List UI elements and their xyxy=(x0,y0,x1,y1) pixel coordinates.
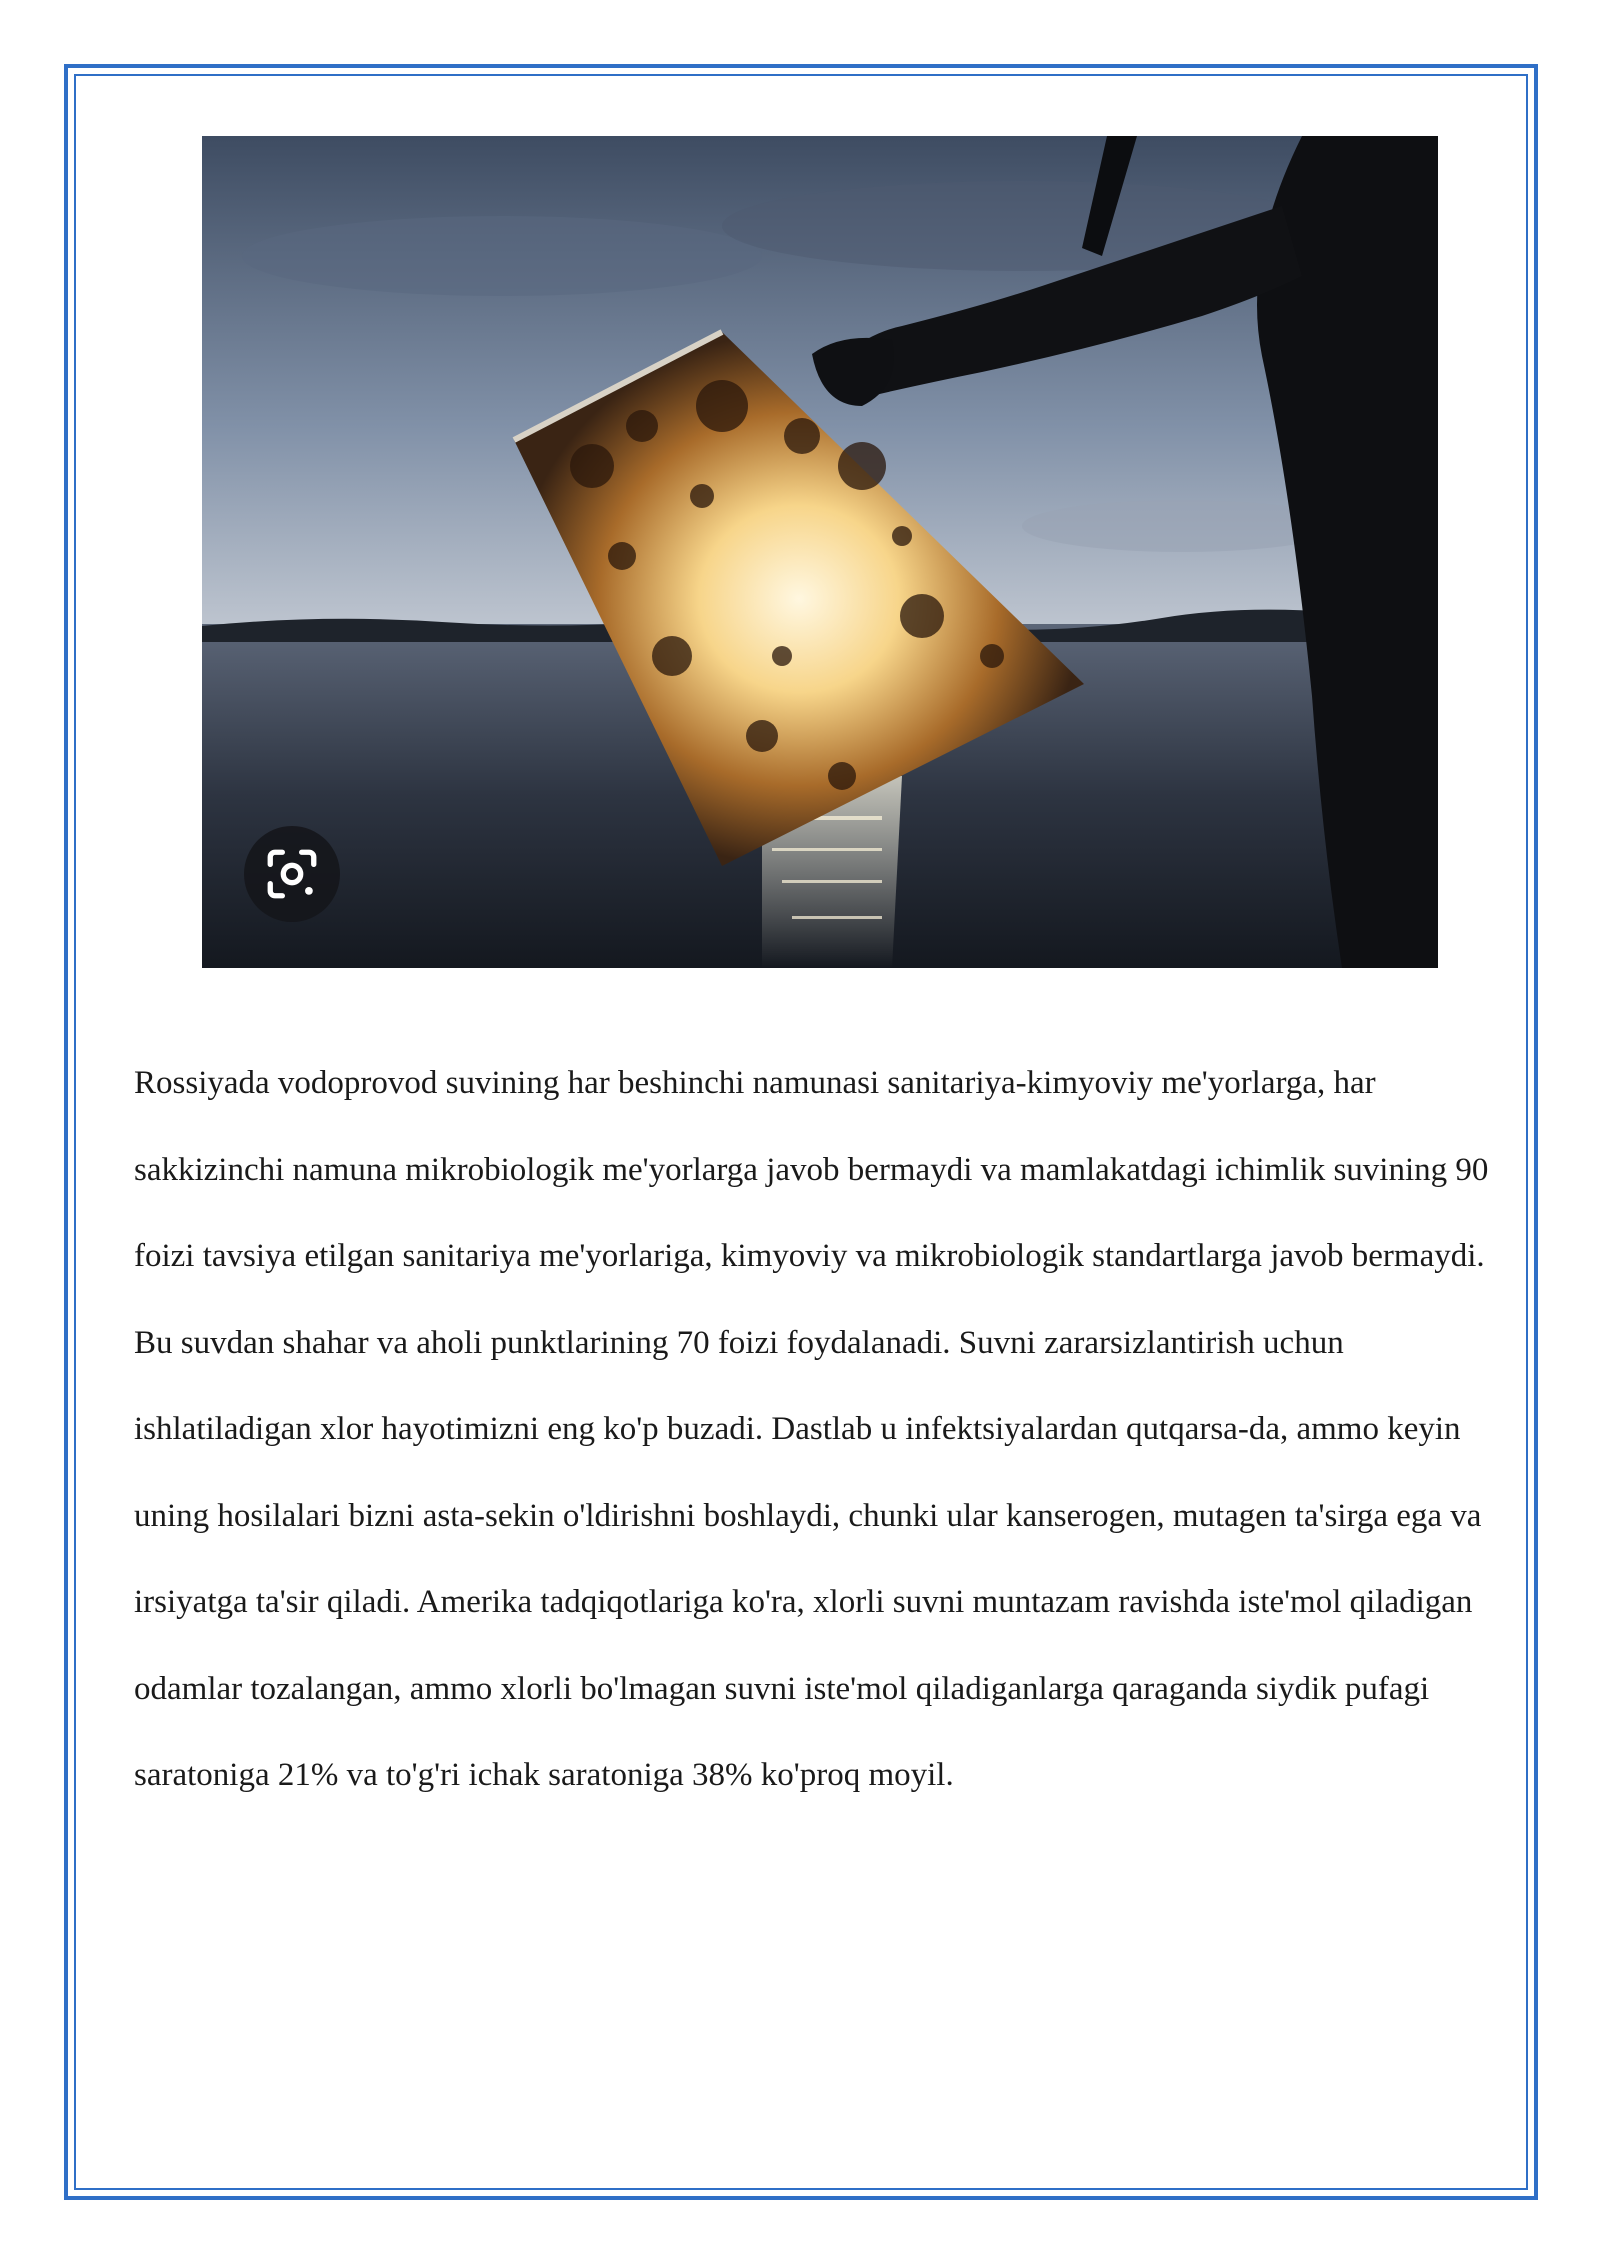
image-search-icon[interactable] xyxy=(244,826,340,922)
dirty-water-bag-photo xyxy=(202,136,1438,968)
body-paragraph: Rossiyada vodoprovod suvining har beshinchi namunasi sanitariya-kimyoviy me'yorlarga, har sakkizinchi namuna mikrobiologik me'yorlarga javob bermaydi va mamlakatdagi ichimlik suvining 90 foizi tavsiya etilgan sanitariya me'yorlariga, kimyoviy va mikrobiologik standartlarga javob bermaydi. Bu suvdan shahar va aholi punktlarining 70 foizi foydalanadi. Suvni zararsizlantirish uchun ishlatiladigan xlor hayotimizni eng ko'p buzadi. Dastlab u infektsiyalardan qutqarsa-da, ammo keyin uning hosilalari bizni asta-sekin o'ldirishni boshlaydi, chunki ular kanserogen, mutagen ta'sirga ega va irsiyatga ta'sir qiladi. Amerika tadqiqotlariga ko'ra, xlorli suvni muntazam ravishda iste'mol qiladigan odamlar tozalangan, ammo xlorli bo'lmagan suvni iste'mol qiladiganlarga qaraganda siydik pufagi saratoniga 21% va to'g'ri ichak saratoniga 38% ko'proq moyil. xyxy=(134,1065,1489,1793)
